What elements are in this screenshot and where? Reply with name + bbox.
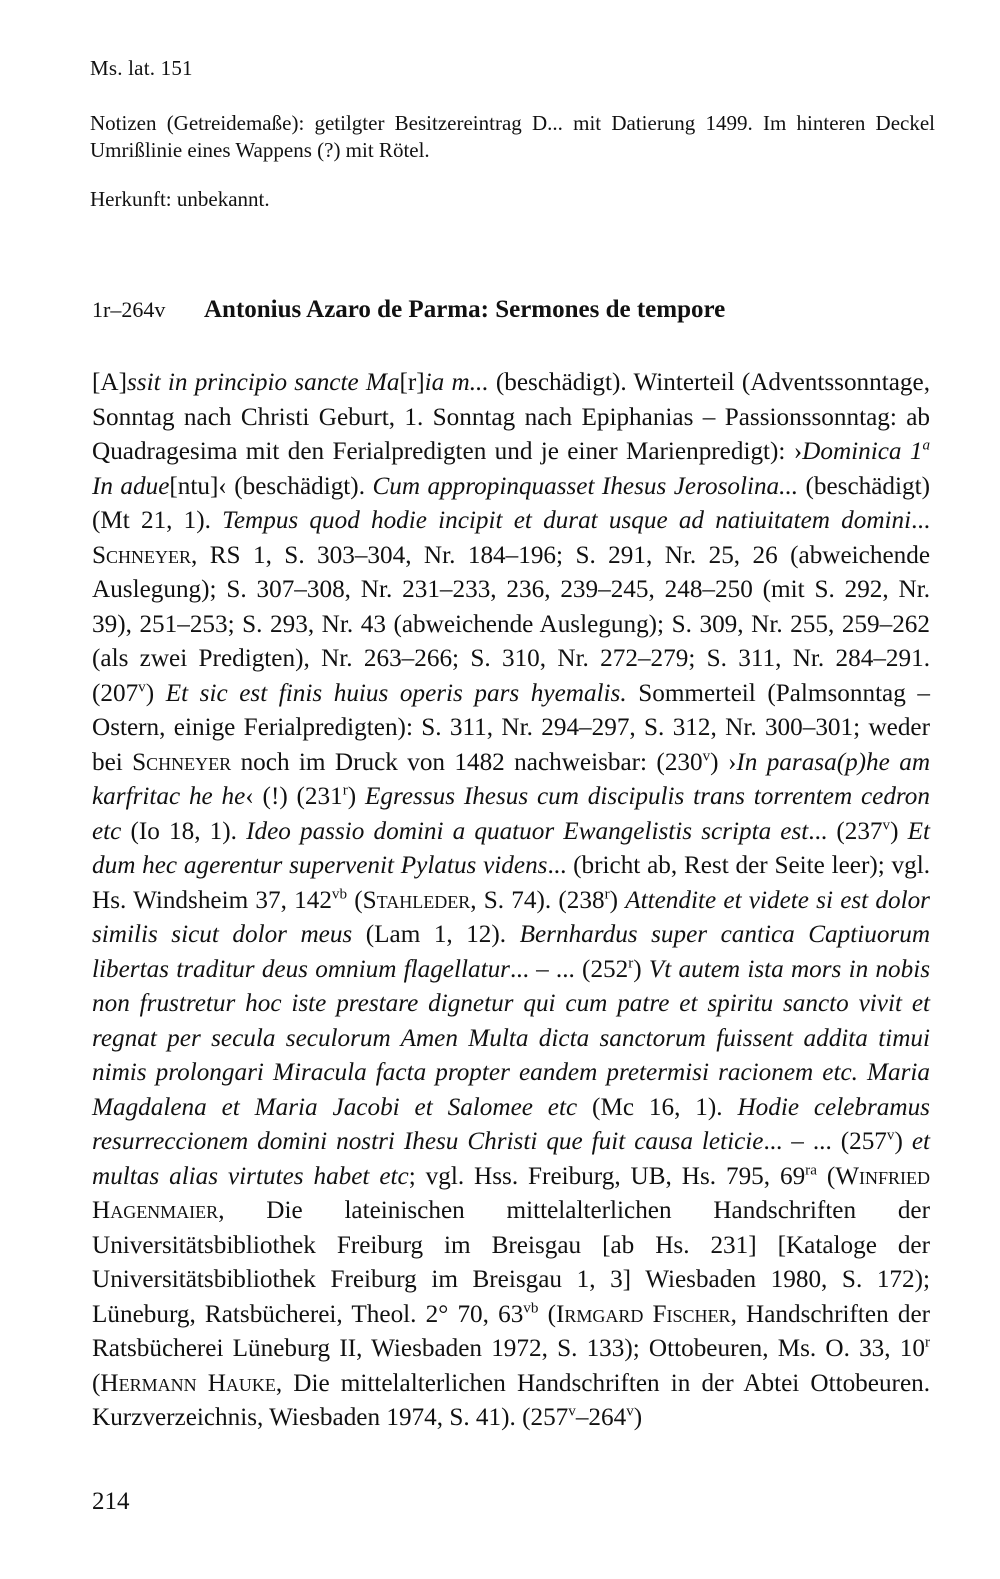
text-segment: ) (633, 1404, 643, 1431)
text-segment: ) (347, 783, 365, 810)
entry-title: Antonius Azaro de Parma: Sermones de tempore (204, 296, 726, 323)
folio-superscript: r (604, 886, 610, 903)
italic-text: Dominica 1 (802, 438, 923, 465)
folio-superscript: v (882, 817, 891, 834)
description-paragraph (92, 366, 930, 1436)
text-segment: ... – ... (252 (509, 955, 629, 983)
folio-superscript: vb (331, 886, 348, 903)
italic-text: Et sic est finis huius operis pars hyemalis. (165, 679, 627, 707)
italic-text: ia m... (424, 369, 489, 396)
text-segment: , RS 1, S. 303–304, Nr. 184–196; S. 291, Nr. 25, 26 (abweichende Auslegung); S. 307–308, Nr. 231–233, 236, 239–245, 248–250 (mit S. 292, Nr. 39), 251–253; S. 293, Nr. 43 (abweichende Auslegung); S. 309, Nr. 255, 259–262 (als zwei Predigten), Nr. 263–266; S. 310, Nr. 272–279; S. 311, Nr. 284–291. (207 (92, 541, 930, 707)
folio-superscript: v (568, 1403, 576, 1420)
folio-superscript: r (924, 1334, 930, 1351)
italic-text: Hodie celebramus resurreccionem domini nostri Ihesu Christi que fuit causa leticie (92, 1093, 930, 1155)
italic-text: Cum appropinquasset Ihesus Jerosolina... (372, 472, 799, 500)
italic-text: Bernhardus super cantica Captiuorum libertas traditur deus omnium flagellatur (92, 921, 931, 983)
author-name: Irmgard Fischer (555, 1300, 731, 1328)
author-name: Schneyer (92, 541, 192, 569)
text-segment: ( (347, 886, 363, 914)
text-segment: ) (609, 886, 626, 914)
folio-superscript: vb (523, 1300, 539, 1317)
text-segment: ... (911, 507, 931, 534)
text-segment: ... (237 (808, 817, 883, 845)
folio-superscript: v (702, 748, 711, 765)
text-segment: Sommerteil (Palmsonntag – Ostern, einige Ferialpredigten): S. 311, Nr. 294–297, S. 312, Nr. 300–301; weder bei (92, 679, 931, 776)
text-segment: (beschädigt) (Mt 21, 1). (92, 472, 930, 534)
text-segment: ( (538, 1300, 556, 1328)
author-name: Hermann Hauke (100, 1369, 276, 1397)
folio-superscript: v (626, 1403, 634, 1420)
italic-text: Egressus Ihesus cum discipulis trans torrentem cedron etc (92, 783, 930, 845)
text-segment: ) › (710, 748, 737, 776)
text-segment: (Lam 1, 12). (352, 921, 520, 948)
provenance-text: Herkunft: unbekannt. (90, 187, 270, 211)
folio-superscript: r (628, 955, 634, 972)
text-segment: ... (bricht ab, Rest der Seite leer); vgl. Hs. Windsheim 37, 142 (92, 852, 931, 914)
text-segment: ( (816, 1162, 836, 1190)
italic-text: Attendite et videte si est dolor similis sicut dolor meus (92, 886, 930, 948)
text-segment: ‹ (!) (231 (245, 783, 343, 810)
text-segment: , Handschriften der Ratsbücherei Lüneburg II, Wiesbaden 1972, S. 133); Ottobeuren, Ms. O. 33, 10 (92, 1300, 931, 1362)
italic-text: In parasa(p)he am karfritac he he (92, 748, 931, 810)
folio-superscript: v (886, 1127, 895, 1144)
folio-range: 1r–264v (92, 297, 166, 322)
italic-text: ssit in principio sancte Ma (126, 369, 400, 396)
folio-superscript: r (342, 782, 348, 799)
text-segment: (Io 18, 1). (121, 817, 247, 845)
italic-superscript: a (922, 437, 931, 454)
text-segment: ( (92, 1369, 101, 1397)
notes-text: Notizen (Getreidemaße): getilgter Besitzereintrag D... mit Datierung 1499. Im hinteren Deckel Umrißlinie eines Wappens (?) mit Rötel. (90, 111, 935, 162)
text-segment: noch im Druck von 1482 nachweisbar: (230 (231, 748, 703, 776)
text-segment: ... – ... (257 (763, 1128, 887, 1155)
text-segment: –264 (575, 1404, 627, 1431)
text-segment: ) (890, 817, 908, 845)
shelfmark: Ms. lat. 151 (90, 56, 193, 80)
text-segment: ) (894, 1128, 912, 1155)
page-number: 214 (92, 1488, 130, 1515)
italic-text: Vt autem ista mors in nobis non frustretur hoc iste prestare dignetur qui cum patre et spiritu sancto vivit et regnat per secula seculorum Amen Multa dicta sanctorum fuissent addita timui nimis prolongari Miracula facta propter eandem pretermisi racionem etc. Maria Magdalena et Maria Jacobi et Salomee etc (92, 955, 931, 1121)
italic-text: Et dum hec agerentur supervenit Pylatus videns (92, 817, 931, 879)
author-name: Winfried Hagenmaier (92, 1162, 931, 1224)
text-segment: , S. 74). (238 (470, 886, 605, 914)
entry-heading (92, 296, 942, 324)
italic-text: Ideo passio domini a quatuor Ewangelistis scripta est (246, 817, 809, 845)
author-name: Stahleder (362, 886, 471, 914)
text-segment: [ntu]‹ (beschädigt). (169, 472, 373, 500)
italic-text: Tempus quod hodie incipit et durat usque ad natiuitatem domini (222, 507, 912, 534)
folio-superscript: v (138, 679, 146, 696)
text-segment: (Mc 16, 1). (577, 1093, 738, 1121)
text-segment: , Die mittelalterlichen Handschriften in der Abtei Ottobeuren. Kurzverzeichnis, Wiesbaden 1974, S. 41). (257 (92, 1369, 931, 1431)
italic-text: In adue (92, 472, 170, 500)
folio-superscript: ra (805, 1162, 817, 1179)
text-segment: , Die lateinischen mittelalterlichen Handschriften der Universitätsbibliothek Freiburg im Breisgau [ab Hs. 231] [Kataloge der Universitätsbibliothek Freiburg im Breisgau 1, 3] Wiesbaden 1980, S. 172); Lüneburg, Ratsbücherei, Theol. 2° 70, 63 (92, 1197, 930, 1328)
text-segment: ) (633, 955, 649, 983)
text-segment: ) (145, 679, 166, 707)
italic-text: et multas alias virtutes habet etc (92, 1128, 930, 1190)
text-segment: ; vgl. Hss. Freiburg, UB, Hs. 795, 69 (408, 1162, 806, 1190)
notes-section (90, 110, 935, 174)
text-segment: [r] (399, 369, 425, 396)
author-name: Schneyer (132, 748, 232, 776)
text-segment: (beschädigt). Winterteil (Adventssonntage, Sonntag nach Christi Geburt, 1. Sonntag nach Epiphanias – Passionssonntag: ab Quadragesima mit den Ferialpredigten und je einer Marienpredigt): › (92, 369, 930, 465)
text-segment: [A] (92, 369, 127, 396)
